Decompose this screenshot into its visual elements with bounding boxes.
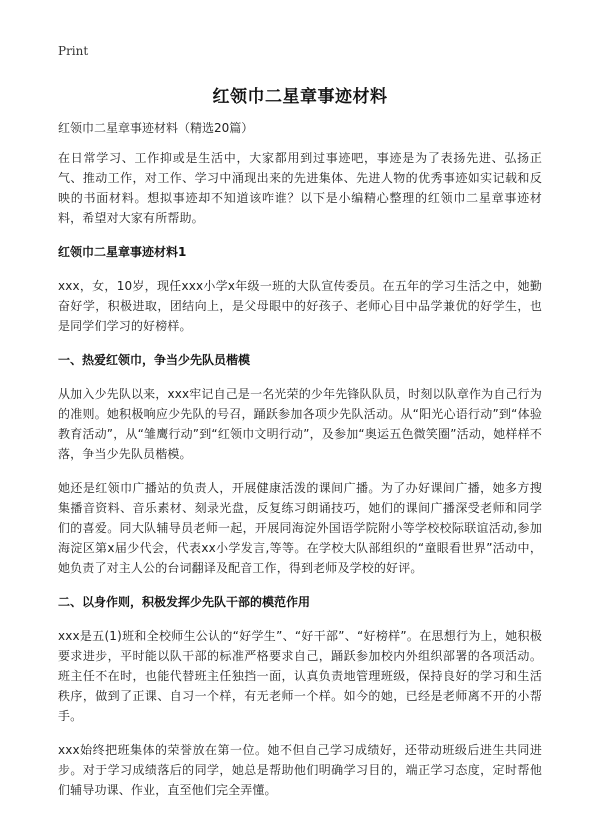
document-body	[58, 118, 542, 814]
body-paragraph: 从加入少先队以来，xxx牢记自己是一名光荣的少年先锋队队员，时刻以队章作为自己行为的准则。她积极响应少先队的号召，踊跃参加各项少先队活动。从“阳光心语行动”到“体验教育活动”，从“雏鹰行动”到“红领巾文明行动”，及参加“奥运五色微笑圈”活动，她样样不落，争当少先队员楷模。	[58, 387, 542, 461]
print-link[interactable]: Print	[58, 44, 89, 58]
section-heading: 红领巾二星章事迹材料1	[58, 245, 187, 259]
page-title: 红领巾二星章事迹材料	[212, 87, 388, 107]
body-paragraph: xxx，女，10岁，现任xxx小学x年级一班的大队宣传委员。在五年的学习生活之中，她勤奋好学，积极进取，团结向上，是父母眼中的好孩子、老师心目中品学兼优的好学生，也是同学们学习的好榜样。	[58, 279, 542, 333]
body-paragraph: xxx始终把班集体的荣誉放在第一位。她不但自己学习成绩好，还带动班级后进生共同进步。对于学习成绩落后的同学，她总是帮助他们明确学习目的，端正学习态度，定时帮他们辅导功课、作业，直至他们完全弄懂。	[58, 743, 542, 797]
document-subtitle: 红领巾二星章事迹材料（精选20篇）	[58, 121, 254, 135]
intro-paragraph: 在日常学习、工作抑或是生活中，大家都用到过事迹吧，事迹是为了表扬先进、弘扬正气、推动工作，对工作、学习中涌现出来的先进集体、先进人物的优秀事迹如实记载和反映的书面材料。想拟事迹却不知道该咋谁？以下是小编精心整理的红领巾二星章事迹材料，希望对大家有所帮助。	[58, 151, 542, 225]
body-paragraph: 她还是红领巾广播站的负责人，开展健康活泼的课间广播。为了办好课间广播，她多方搜集播音资料、音乐素材、刻录光盘，反复练习朗诵技巧，她们的课间广播深受老师和同学们的喜爱。同大队辅导员老师一起，开展同海淀外国语学院附小等学校校际联谊活动,参加海淀区第x届少代会，代表xx小学发言,等等。在学校大队部组织的“童眼看世界”活动中，她负责了对主人公的台词翻译及配音工作，得到老师及学校的好评。	[58, 481, 542, 575]
subsection-heading: 一、热爱红领巾，争当少先队员楷模	[58, 353, 251, 367]
subsection-heading: 二、以身作则，积极发挥少先队干部的模范作用	[58, 595, 311, 609]
body-paragraph: xxx是五(1)班和全校师生公认的“好学生”、“好干部”、“好榜样”。在思想行为上，她积极要求进步，平时能以队干部的标准严格要求自己，踊跃参加校内外组织部署的各项活动。班主任不在时，也能代替班主任独挡一面，认真负责地管理班级，保持良好的学习和生活秩序，做到了正课、自习一个样，有无老师一个样。如今的她，已经是老师离不开的小帮手。	[58, 629, 542, 723]
